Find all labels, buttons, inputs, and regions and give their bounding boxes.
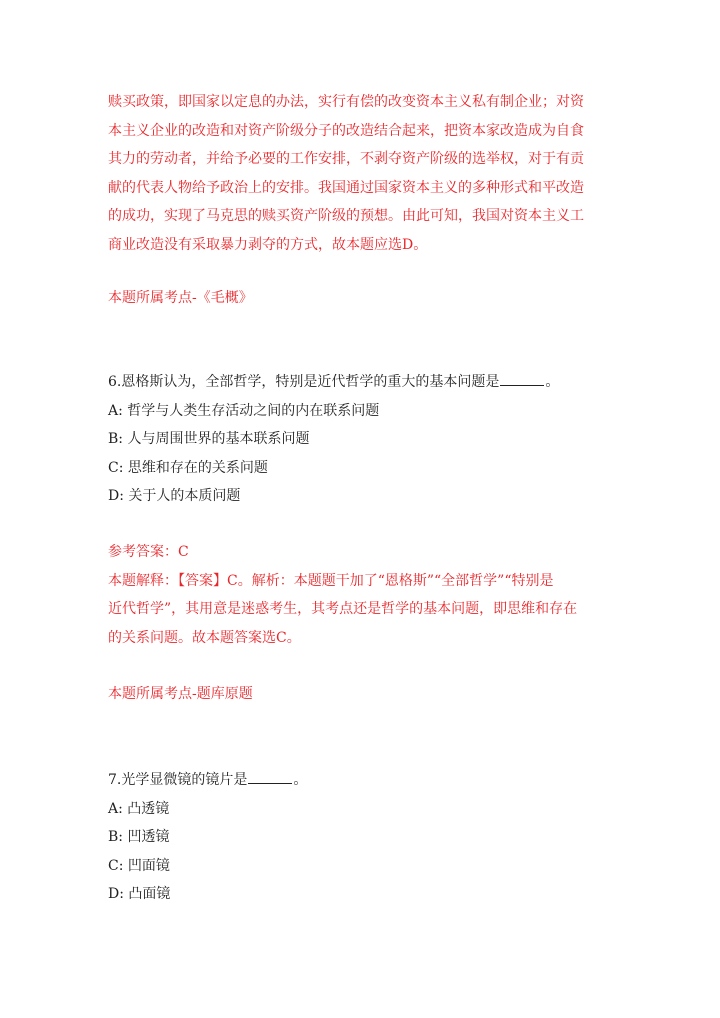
- explanation-line: 的成功，实现了马克思的赎买资产阶级的预想。由此可知，我国对资本主义工: [108, 208, 584, 224]
- question-7-stem: [108, 766, 608, 795]
- question-6-option-c: C: 思维和存在的关系问题: [108, 459, 268, 476]
- question-7-stem-end: 。: [293, 772, 308, 788]
- question-6-answer-section: [108, 538, 608, 652]
- previous-explanation: [108, 88, 608, 259]
- question-6-stem-text: 6.恩格斯认为，全部哲学，特别是近代哲学的重大的基本问题是: [108, 374, 500, 390]
- previous-topic: 本题所属考点-《毛概》: [108, 290, 253, 306]
- explanation-line: 其力的劳动者，并给予必要的工作安排，不剥夺资产阶级的选举权，对于有贡: [108, 151, 584, 167]
- question-7: [108, 766, 608, 909]
- question-6-stem-end: 。: [545, 374, 560, 390]
- question-6-option-a: A: 哲学与人类生存活动之间的内在联系问题: [108, 402, 380, 419]
- question-6-explanation-line: 近代哲学”，其用意是迷惑考生，其考点还是哲学的基本问题，即思维和存在: [108, 601, 578, 617]
- question-6-explanation-line: 的关系问题。故本题答案选C。: [108, 629, 301, 646]
- question-6-stem: [108, 368, 608, 397]
- question-7-option-d: D: 凸面镜: [108, 886, 171, 902]
- explanation-line: 本主义企业的改造和对资产阶级分子的改造结合起来，把资本家改造成为自食: [108, 122, 584, 139]
- answer-blank: [500, 373, 544, 386]
- question-7-option-a: A: 凸透镜: [108, 800, 170, 817]
- explanation-line: 商业改造没有采取暴力剥夺的方式，故本题应选D。: [108, 236, 428, 253]
- question-6-option-d: D: 关于人的本质问题: [108, 488, 241, 504]
- question-6-option-b: B: 人与周围世界的基本联系问题: [108, 431, 310, 447]
- question-6-topic: 本题所属考点-题库原题: [108, 686, 253, 702]
- explanation-line: 赎买政策，即国家以定息的办法，实行有偿的改变资本主义私有制企业；对资: [108, 94, 584, 110]
- answer-blank: [248, 771, 292, 784]
- question-6-answer: 参考答案：C: [108, 544, 189, 560]
- question-7-option-c: C: 凹面镜: [108, 857, 170, 874]
- question-6-explanation-line: 本题解释：【答案】C。解析：本题题干加了“恩格斯”“全部哲学”“特别是: [108, 572, 554, 589]
- question-7-option-b: B: 凹透镜: [108, 829, 170, 845]
- explanation-line: 献的代表人物给予政治上的安排。我国通过国家资本主义的多种形式和平改造: [108, 179, 584, 196]
- question-7-stem-text: 7.光学显微镜的镜片是: [108, 772, 248, 788]
- question-6: [108, 368, 608, 511]
